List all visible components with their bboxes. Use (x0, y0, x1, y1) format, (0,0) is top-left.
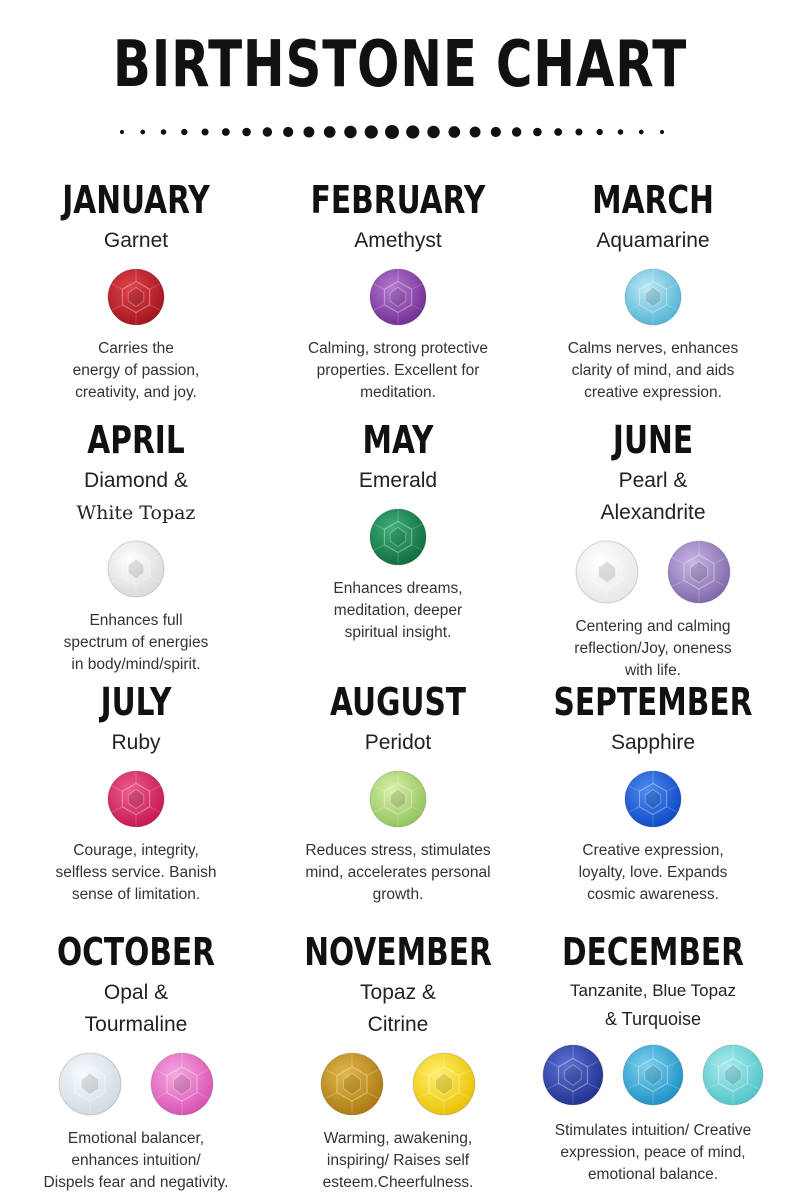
opal-gem-icon (58, 1052, 122, 1116)
divider-dot (263, 127, 272, 136)
description-line: properties. Excellent for (316, 362, 480, 379)
page-title: BIRTHSTONE CHART (112, 28, 688, 102)
stone-description (523, 1120, 783, 1186)
stone-name: Garnet (103, 229, 169, 252)
stone-description (268, 338, 528, 404)
dot-divider (0, 122, 800, 142)
description-line: spiritual insight. (344, 624, 452, 641)
divider-dot (448, 126, 460, 138)
month-card-july (6, 680, 266, 906)
alexandrite-gem-icon (667, 540, 731, 604)
divider-dot (161, 129, 167, 135)
sapphire-gem-icon (624, 770, 682, 828)
aquamarine-gem-icon (624, 268, 682, 326)
turquoise-gem-icon (702, 1044, 764, 1106)
citrine-gem-icon (412, 1052, 476, 1116)
gem-images (6, 770, 266, 830)
month-heading: OCTOBER (56, 930, 216, 974)
diamond-gem-icon (107, 540, 165, 598)
description-line: growth. (372, 886, 424, 903)
month-heading: SEPTEMBER (553, 680, 753, 724)
divider-dot (639, 130, 644, 135)
divider-dot (344, 126, 356, 138)
divider-dot (575, 128, 582, 135)
divider-dot (324, 126, 336, 138)
gem-images (268, 1052, 528, 1118)
gem-images (268, 770, 528, 830)
gem-images (523, 540, 783, 606)
divider-dot (597, 129, 603, 135)
gem-images (6, 268, 266, 328)
divider-dot (222, 128, 230, 136)
stone-description (6, 610, 266, 676)
month-card-november (268, 930, 528, 1194)
month-heading: NOVEMBER (304, 930, 492, 974)
divider-dot (660, 130, 664, 134)
month-card-december (523, 930, 783, 1186)
stone-name: Aquamarine (596, 229, 710, 252)
month-heading: APRIL (87, 418, 185, 462)
description-line: spectrum of energies (63, 634, 209, 651)
ruby-gem-icon (107, 770, 165, 828)
description-line: Reduces stress, stimulates (305, 842, 491, 859)
divider-dot (181, 129, 187, 135)
description-line: esteem.Cheerfulness. (322, 1174, 474, 1191)
blue-topaz-gem-icon (622, 1044, 684, 1106)
description-line: Stimulates intuition/ Creative (554, 1122, 752, 1139)
stone-name: Opal & (103, 981, 169, 1004)
month-card-january (6, 178, 266, 404)
topaz-gem-icon (320, 1052, 384, 1116)
stone-name: Topaz & (360, 981, 436, 1004)
description-line: Creative expression, (582, 842, 724, 859)
month-heading: MAY (362, 418, 434, 462)
description-line: Centering and calming (575, 618, 731, 635)
description-line: with life. (625, 662, 681, 679)
description-line: in body/mind/spirit. (71, 656, 201, 673)
gem-images (523, 268, 783, 328)
month-heading: MARCH (592, 178, 714, 222)
month-card-march (523, 178, 783, 404)
month-card-february (268, 178, 528, 404)
description-line: Warming, awakening, (323, 1130, 473, 1147)
description-line: mind, accelerates personal (305, 864, 491, 881)
description-line: cosmic awareness. (587, 886, 719, 903)
month-card-june (523, 418, 783, 682)
description-line: meditation. (360, 384, 436, 401)
description-line: inspiring/ Raises self (326, 1152, 470, 1169)
gem-images (6, 1052, 266, 1118)
gem-images (268, 508, 528, 568)
description-line: enhances intuition/ (71, 1152, 201, 1169)
stone-description (523, 840, 783, 906)
stone-name: Ruby (111, 731, 161, 754)
tourmaline-gem-icon (150, 1052, 214, 1116)
description-line: loyalty, love. Expands (578, 864, 728, 881)
divider-dot (140, 130, 145, 135)
pearl-gem-icon (575, 540, 639, 604)
description-line: Dispels fear and negativity. (43, 1174, 229, 1191)
stone-name: Alexandrite (600, 501, 706, 524)
stone-name: Citrine (367, 1013, 429, 1036)
month-card-september (523, 680, 783, 906)
description-line: creativity, and joy. (75, 384, 197, 401)
stone-description (268, 1128, 528, 1194)
stone-description (6, 1128, 266, 1194)
month-card-april (6, 418, 266, 676)
divider-dot (202, 128, 209, 135)
divider-dot (470, 127, 481, 138)
month-heading: DECEMBER (561, 930, 745, 974)
stone-description (6, 840, 266, 906)
gem-images (523, 1044, 783, 1110)
gem-images (6, 540, 266, 600)
month-card-may (268, 418, 528, 644)
description-line: Enhances full (89, 612, 183, 629)
stone-description (523, 338, 783, 404)
month-heading: JULY (100, 680, 172, 724)
stone-description (523, 616, 783, 682)
divider-dot (242, 128, 251, 137)
month-card-october (6, 930, 266, 1194)
divider-dot (120, 130, 124, 134)
description-line: emotional balance. (587, 1166, 719, 1183)
divider-dot (385, 125, 399, 139)
emerald-gem-icon (369, 508, 427, 566)
month-heading: JANUARY (62, 178, 210, 222)
description-line: clarity of mind, and aids (571, 362, 735, 379)
stone-name: Diamond & (84, 469, 188, 492)
stone-name: White Topaz (76, 502, 196, 524)
description-line: Courage, integrity, (73, 842, 199, 859)
garnet-gem-icon (107, 268, 165, 326)
divider-dot (427, 126, 439, 138)
gem-images (268, 268, 528, 328)
month-heading: FEBRUARY (310, 178, 486, 222)
peridot-gem-icon (369, 770, 427, 828)
stone-name: Amethyst (354, 229, 442, 252)
description-line: reflection/Joy, oneness (574, 640, 732, 657)
amethyst-gem-icon (369, 268, 427, 326)
stone-name: Sapphire (610, 731, 696, 754)
divider-dot (554, 128, 562, 136)
month-card-august (268, 680, 528, 906)
divider-dot (283, 127, 293, 137)
divider-dot (618, 129, 624, 135)
month-heading: JUNE (612, 418, 694, 462)
divider-dot (491, 127, 501, 137)
tanzanite-gem-icon (542, 1044, 604, 1106)
description-line: Enhances dreams, (333, 580, 463, 597)
stone-name: & Turquoise (604, 1009, 702, 1029)
stone-name: Pearl & (618, 469, 688, 492)
stone-name: Tanzanite, Blue Topaz (569, 981, 737, 1000)
description-line: Calms nerves, enhances (567, 340, 739, 357)
description-line: energy of passion, (72, 362, 200, 379)
description-line: selfless service. Banish (55, 864, 217, 881)
description-line: sense of limitation. (71, 886, 201, 903)
stone-description (268, 578, 528, 644)
divider-dot (533, 128, 542, 137)
stone-description (6, 338, 266, 404)
month-heading: AUGUST (329, 680, 467, 724)
stone-name: Peridot (364, 731, 432, 754)
description-line: Emotional balancer, (67, 1130, 205, 1147)
description-line: Calming, strong protective (307, 340, 489, 357)
gem-images (523, 770, 783, 830)
stone-name: Emerald (358, 469, 438, 492)
stone-description (268, 840, 528, 906)
description-line: meditation, deeper (333, 602, 463, 619)
description-line: Carries the (98, 340, 174, 357)
description-line: expression, peace of mind, (560, 1144, 746, 1161)
divider-dot (406, 125, 419, 138)
divider-dot (303, 127, 314, 138)
stone-name: Tourmaline (84, 1013, 188, 1036)
description-line: creative expression. (584, 384, 722, 401)
divider-dot (365, 125, 378, 138)
divider-dot (512, 127, 521, 136)
